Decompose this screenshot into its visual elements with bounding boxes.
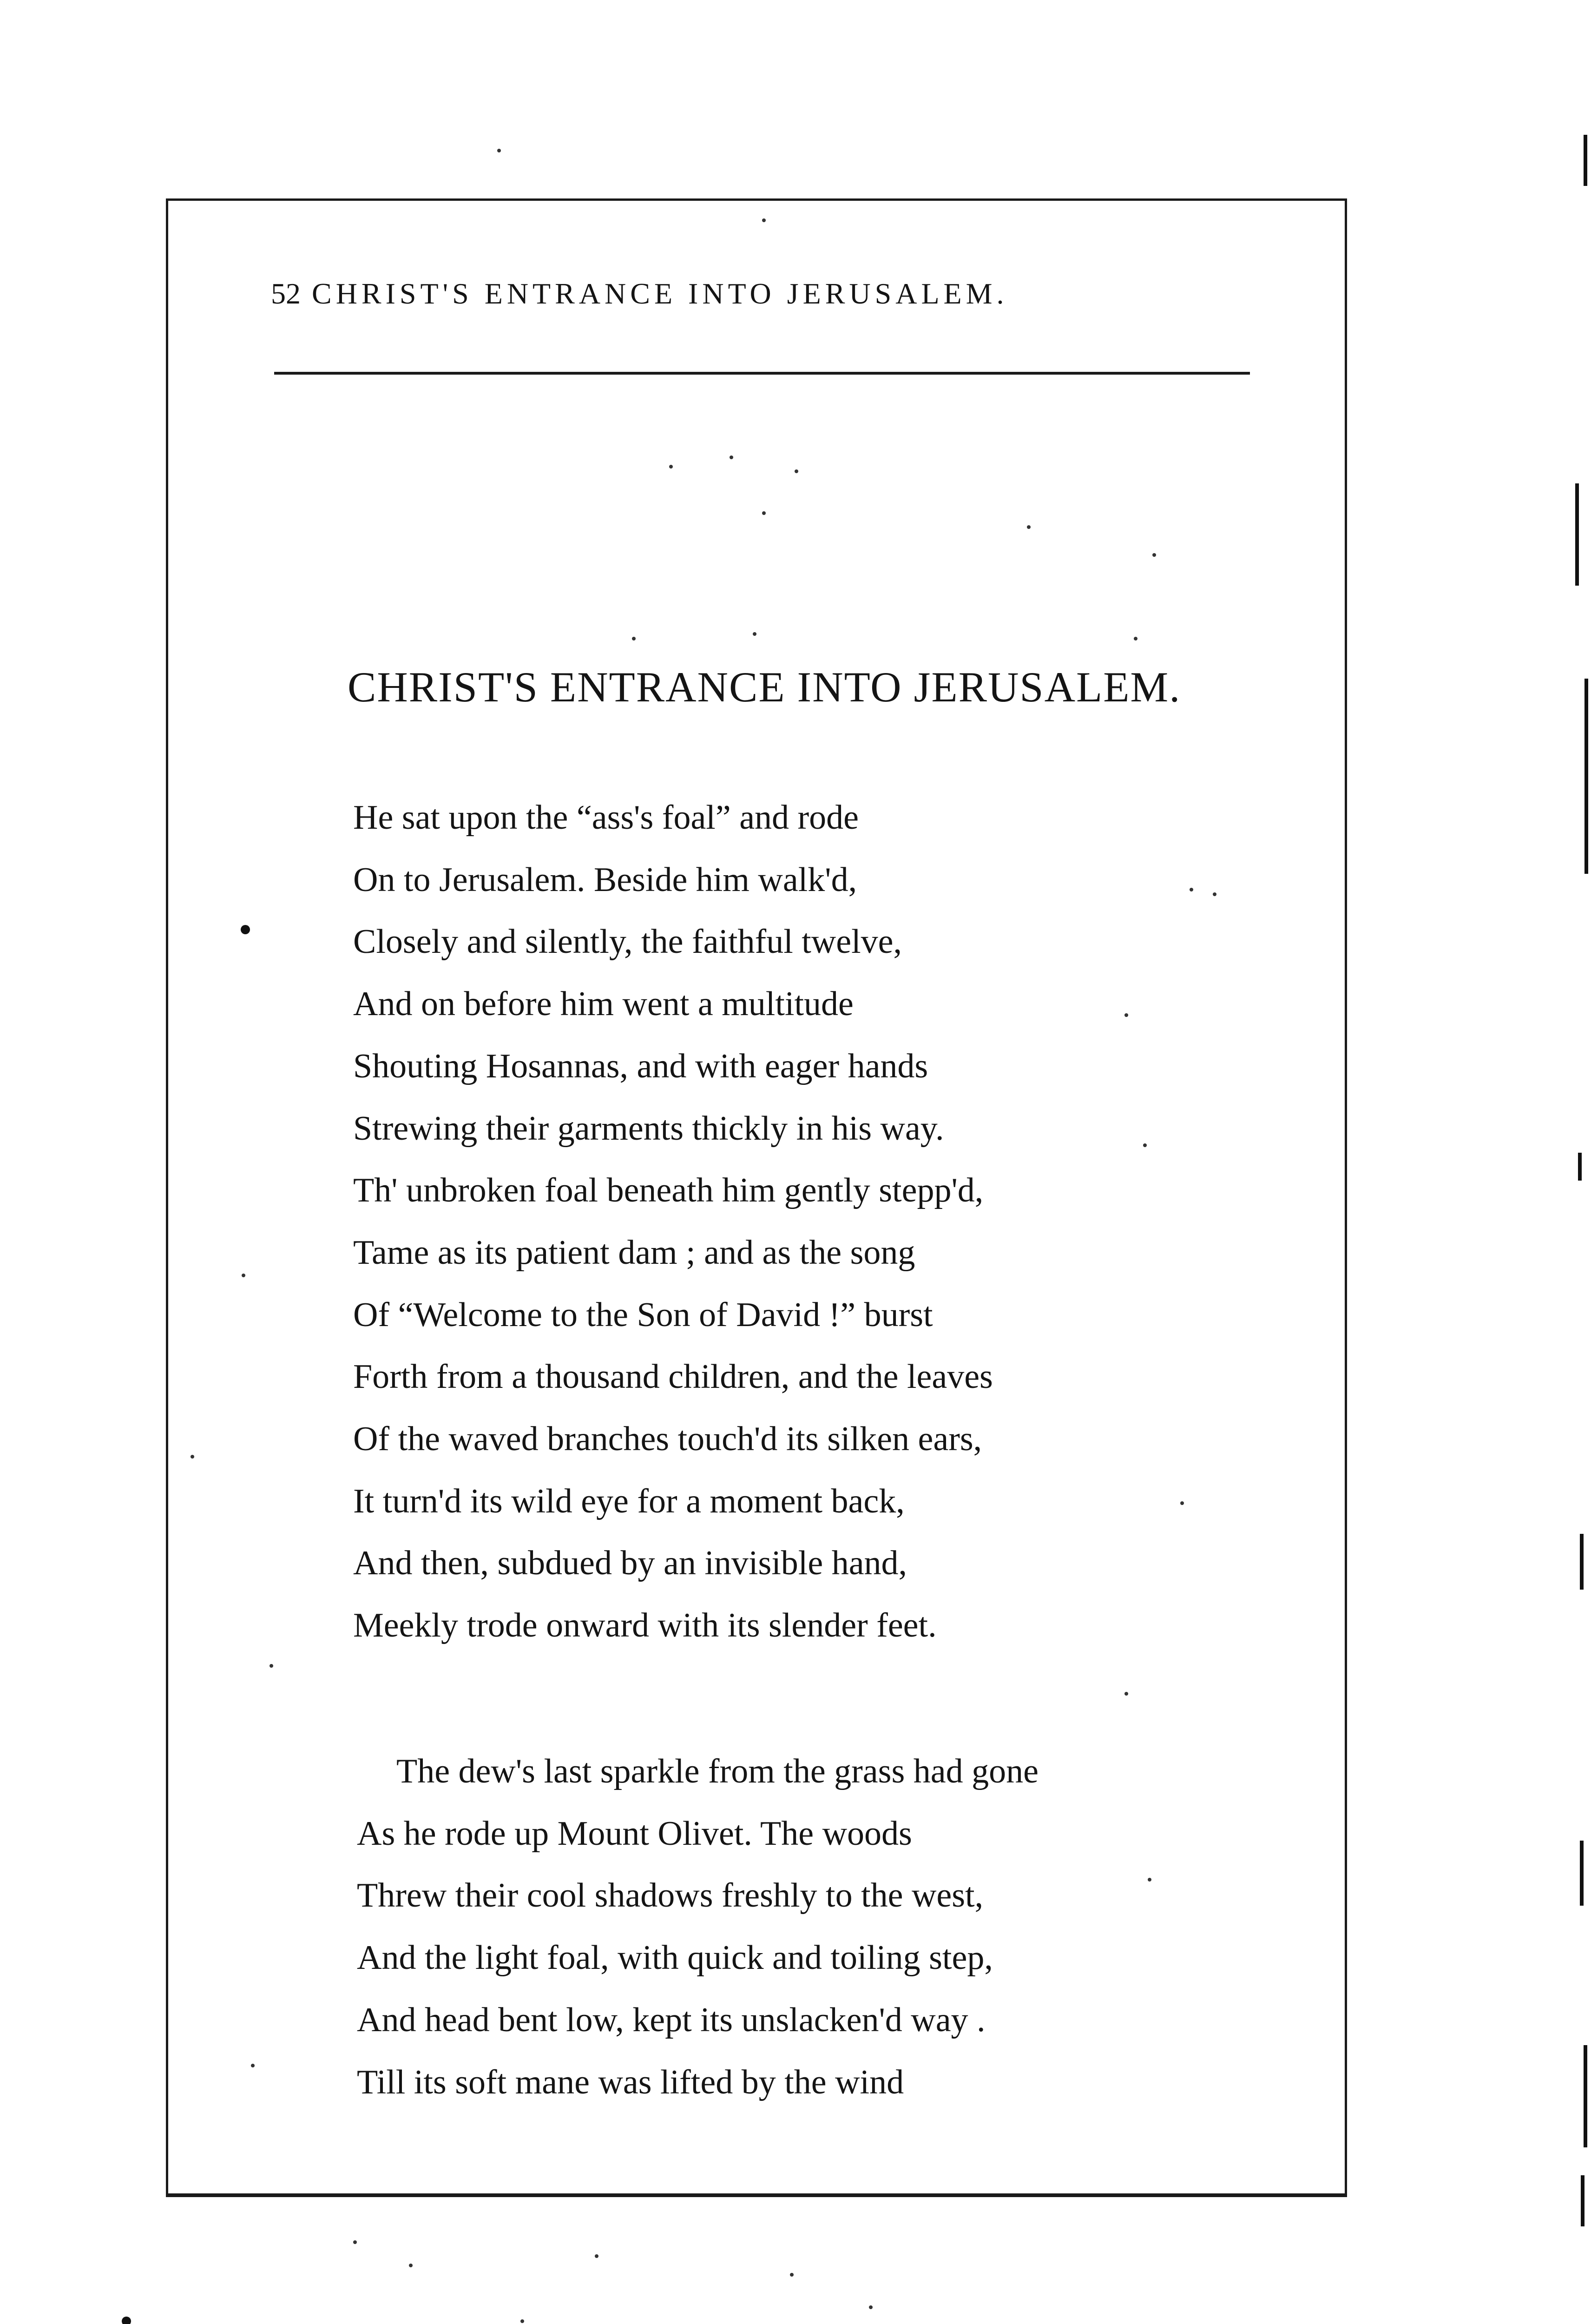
print-speck (1213, 892, 1216, 896)
poem-line: And then, subdued by an invisible hand, (353, 1544, 907, 1583)
binding-edge-mark (1580, 1841, 1584, 1906)
print-speck (1190, 888, 1193, 891)
print-speck (122, 2317, 131, 2324)
print-speck (191, 1455, 194, 1459)
poem-line: Forth from a thousand children, and the leaves (353, 1358, 993, 1396)
print-speck (762, 511, 766, 515)
poem-line: As he rode up Mount Olivet. The woods (357, 1814, 912, 1853)
running-head (271, 279, 1008, 309)
page-number: 52 (271, 277, 301, 310)
header-rule (274, 372, 1250, 375)
print-speck (632, 637, 636, 640)
print-speck (730, 456, 733, 459)
print-speck (595, 2254, 598, 2258)
binding-edge-mark (1580, 1534, 1584, 1590)
binding-edge-mark (1584, 2045, 1587, 2147)
binding-edge-mark (1584, 135, 1587, 186)
running-head-title: CHRIST'S ENTRANCE INTO JERUSALEM. (312, 277, 1008, 310)
print-speck (1152, 553, 1156, 557)
print-speck (1027, 525, 1031, 529)
print-speck (1134, 637, 1137, 640)
print-speck (1180, 1501, 1184, 1505)
print-speck (251, 2064, 255, 2067)
poem-line: Till its soft mane was lifted by the wind (357, 2063, 904, 2101)
print-speck (795, 469, 798, 473)
print-speck (790, 2273, 794, 2277)
poem-line: Closely and silently, the faithful twelve, (353, 923, 902, 961)
poem-line: Of “Welcome to the Son of David !” burst (353, 1295, 933, 1334)
poem-line: Threw their cool shadows freshly to the west, (357, 1876, 984, 1915)
poem-line: It turn'd its wild eye for a moment back, (353, 1482, 905, 1520)
stanza-1 (353, 787, 993, 1657)
poem-line: And on before him went a multitude (353, 985, 854, 1023)
print-speck (353, 2240, 357, 2244)
binding-edge-mark (1584, 679, 1588, 874)
print-speck (869, 2305, 873, 2309)
binding-edge-mark (1575, 483, 1579, 586)
print-speck (270, 1664, 273, 1668)
poem-title: CHRIST'S ENTRANCE INTO JERUSALEM. (348, 663, 1181, 711)
print-speck (1124, 1013, 1128, 1017)
print-speck (497, 149, 501, 152)
poem-line: Meekly trode onward with its slender feet. (353, 1606, 937, 1645)
print-speck (753, 632, 756, 636)
poem-line: Th' unbroken foal beneath him gently stepp'd, (353, 1171, 984, 1210)
print-speck (669, 465, 673, 469)
poem-line: Shouting Hosannas, and with eager hands (353, 1047, 928, 1085)
print-speck (1143, 1143, 1147, 1147)
binding-edge-mark (1581, 2175, 1584, 2226)
print-speck (1148, 1878, 1151, 1882)
print-speck (241, 925, 250, 934)
print-speck (1124, 1692, 1128, 1696)
print-speck (520, 2319, 524, 2323)
print-speck (409, 2264, 413, 2267)
poem-line: He sat upon the “ass's foal” and rode (353, 799, 859, 837)
print-speck (242, 1274, 245, 1277)
poem-line: Strewing their garments thickly in his way. (353, 1109, 944, 1148)
poem-line: Tame as its patient dam ; and as the song (353, 1233, 915, 1272)
poem-line: On to Jerusalem. Beside him walk'd, (353, 860, 857, 899)
print-speck (762, 218, 766, 222)
poem-line: Of the waved branches touch'd its silken ears, (353, 1420, 982, 1459)
poem-line: The dew's last sparkle from the grass had gone (396, 1752, 1039, 1790)
poem-line: And the light foal, with quick and toiling step, (357, 1939, 993, 1977)
stanza-2 (357, 1741, 1039, 2113)
poem-line: And head bent low, kept its unslacken'd way . (357, 2000, 986, 2039)
binding-edge-mark (1578, 1153, 1582, 1181)
